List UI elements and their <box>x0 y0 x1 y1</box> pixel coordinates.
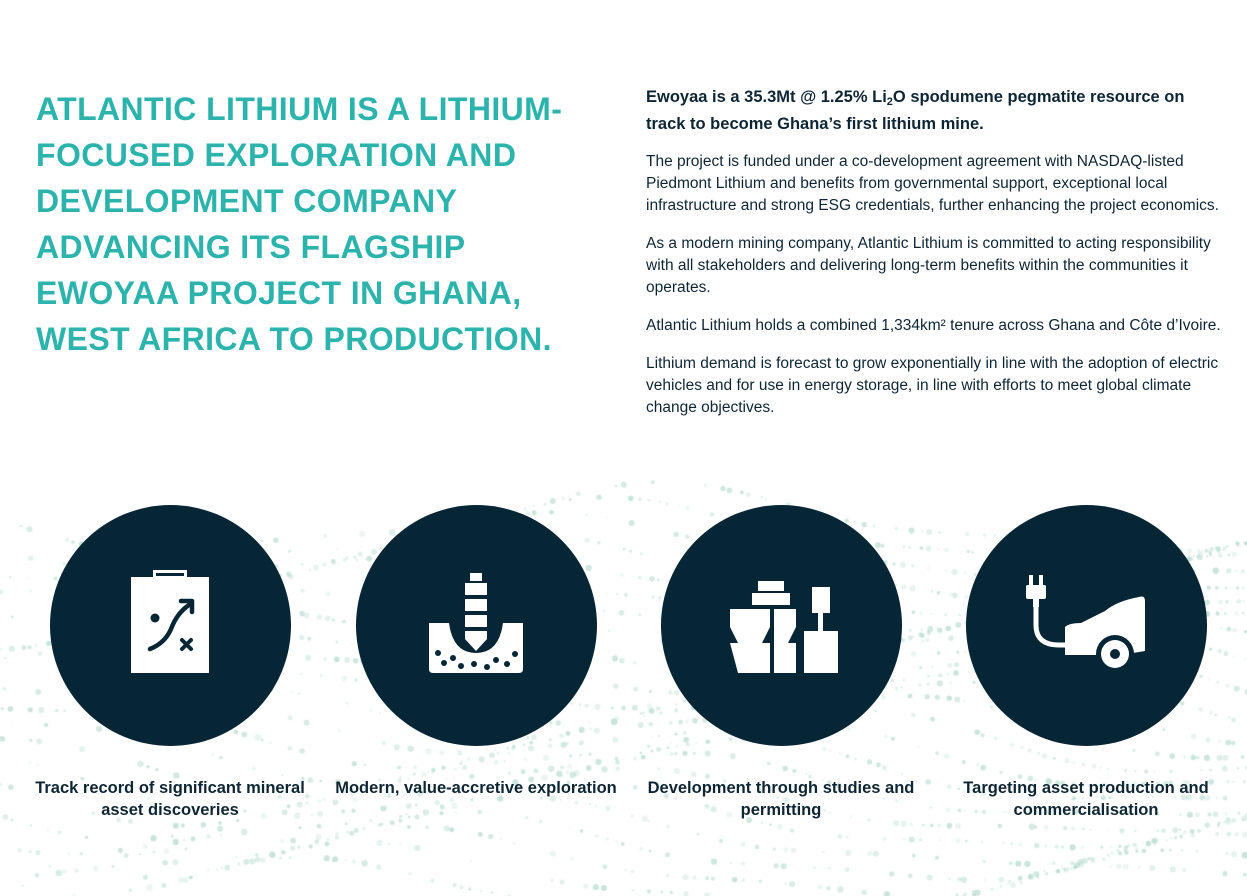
feature-circle <box>356 505 597 746</box>
paragraph-tenure: Atlantic Lithium holds a combined 1,334km² tenure across Ghana and Côte d’Ivoire. <box>646 317 1221 334</box>
paragraph-funding: The project is funded under a co-development agreement with NASDAQ-listed Piedmont Lithium and benefits from governmental support, exceptional local infrastructure and strong ESG credentials, further enhancing the project economics. <box>646 153 1219 214</box>
strategy-clipboard-icon <box>105 561 235 691</box>
lead-statement: Ewoyaa is a 35.3Mt @ 1.25% $Li_2O$ spodumene pegmatite resource on track to become Ghana’s first lithium mine. <box>646 88 1185 133</box>
feature-discoveries <box>20 505 320 821</box>
feature-caption: Track record of significant mineral asset discoveries <box>35 779 305 819</box>
feature-circle <box>661 505 902 746</box>
feature-exploration <box>326 505 626 799</box>
feature-caption: Targeting asset production and commercialisation <box>963 779 1209 819</box>
paragraph-responsibility: As a modern mining company, Atlantic Lithium is committed to acting responsibility with all stakeholders and delivering long-term benefits within the communities it operates. <box>646 235 1211 296</box>
feature-production <box>936 505 1236 821</box>
mining-equipment-icon <box>716 561 846 691</box>
feature-development <box>631 505 931 821</box>
feature-caption: Development through studies and permitting <box>647 779 915 819</box>
intro-text <box>646 86 1226 435</box>
electric-vehicle-plug-icon <box>1021 561 1151 691</box>
headline: ATLANTIC LITHIUM IS A LITHIUM-FOCUSED EXPLORATION AND DEVELOPMENT COMPANY ADVANCING ITS FLAGSHIP EWOYAA PROJECT IN GHANA, WEST AFRICA TO PRODUCTION. <box>36 91 563 357</box>
feature-circle <box>50 505 291 746</box>
paragraph-demand: Lithium demand is forecast to grow exponentially in line with the adoption of electric vehicles and for use in energy storage, in line with efforts to meet global climate change objectives. <box>646 355 1219 416</box>
drill-bit-icon <box>411 561 541 691</box>
feature-circle <box>966 505 1207 746</box>
feature-caption: Modern, value-accretive exploration <box>335 779 617 797</box>
